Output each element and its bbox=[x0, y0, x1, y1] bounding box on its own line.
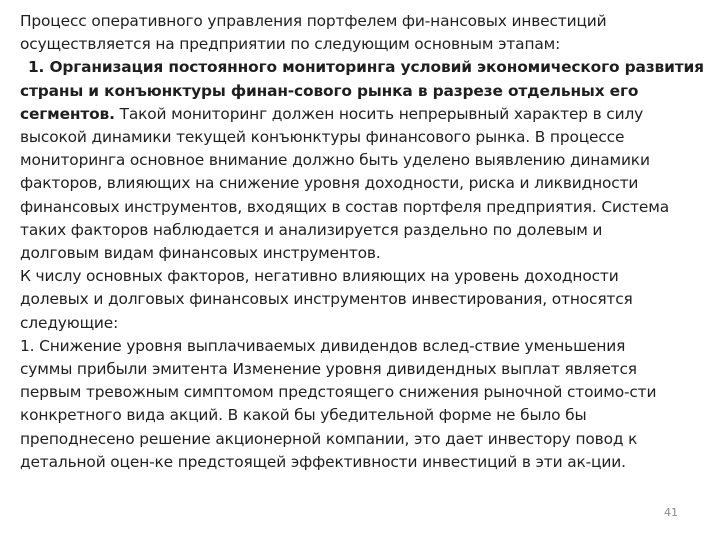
text-line-heading: 1. Организация постоянного мониторинга условий экономического развития bbox=[28, 58, 704, 77]
text-line: финансовых инструментов, входящих в состав портфеля предприятия. Система bbox=[20, 197, 669, 216]
text-line: таких факторов наблюдается и анализируется раздельно по долевым и bbox=[20, 220, 603, 239]
text-line: первым тревожным симптомом предстоящего снижения рыночной стоимо-сти bbox=[20, 383, 657, 402]
text-line: 1. Снижение уровня выплачиваемых дивидендов вслед-ствие уменьшения bbox=[20, 336, 626, 355]
text-line: конкретного вида акций. В какой бы убедительной форме не было бы bbox=[20, 406, 587, 425]
text-line: долговым видам финансовых инструментов. bbox=[20, 244, 381, 263]
text-line: мониторинга основное внимание должно быть уделено выявлению динамики bbox=[20, 151, 650, 170]
text-line: преподнесено решение акционерной компании, это дает инвестору повод к bbox=[20, 429, 638, 448]
text-line: факторов, влияющих на снижение уровня доходности, риска и ликвидности bbox=[20, 174, 639, 193]
text-line: К числу основных факторов, негативно влияющих на уровень доходности bbox=[20, 267, 619, 286]
text-line-heading: сегментов. Такой мониторинг должен носить непрерывный характер в силу bbox=[20, 104, 644, 123]
text-line: суммы прибыли эмитента Изменение уровня дивидендных выплат является bbox=[20, 360, 637, 379]
text-line: высокой динамики текущей конъюнктуры финансового рынка. В процессе bbox=[20, 128, 625, 147]
text-line: детальной оцен-ке предстоящей эффективности инвестиций в эти ак-ции. bbox=[20, 452, 626, 471]
page-number: 41 bbox=[664, 506, 678, 519]
text-line: долевых и долговых финансовых инструментов инвестирования, относятся bbox=[20, 290, 633, 309]
text-line: следующие: bbox=[20, 313, 119, 332]
body-text bbox=[20, 10, 710, 474]
text-line: осуществляется на предприятии по следующим основным этапам: bbox=[20, 35, 561, 54]
text-line: Процесс оперативного управления портфелем фи-нансовых инвестиций bbox=[20, 12, 607, 30]
text-line-heading: страны и конъюнктуры финан-сового рынка в разрезе отдельных его bbox=[20, 81, 639, 100]
